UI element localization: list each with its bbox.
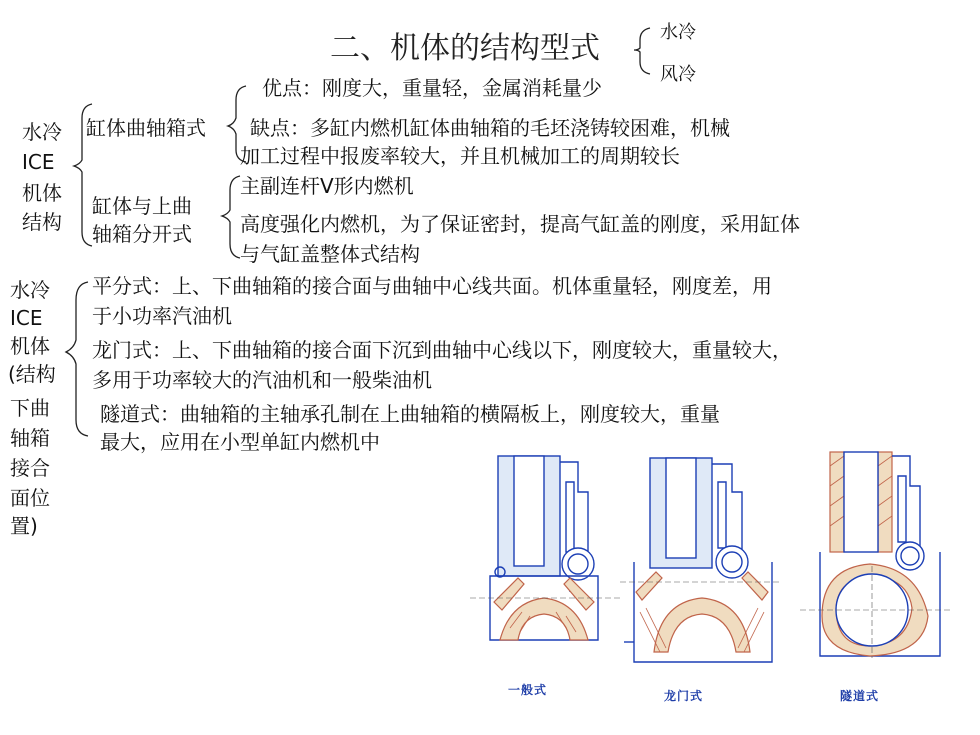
type2-item2-l2: 与气缸盖整体式结构 bbox=[240, 242, 420, 266]
flat-type-l2: 于小功率汽油机 bbox=[92, 304, 232, 328]
section1-label-l3: 机体 bbox=[22, 181, 62, 205]
section1-label-l4: 结构 bbox=[22, 210, 62, 234]
type1-name: 缸体曲轴箱式 bbox=[86, 116, 206, 140]
flat-type-l1: 平分式：上、下曲轴箱的接合面与曲轴中心线共面。机体重量轻，刚度差，用 bbox=[92, 274, 772, 298]
section2-label-l4: (结构 bbox=[8, 362, 56, 386]
crankcase-tunnel-figure bbox=[800, 446, 950, 666]
section2-label-l9: 置) bbox=[10, 514, 38, 538]
section1-label-l2: ICE bbox=[22, 150, 55, 174]
tunnel-type-l2: 最大，应用在小型单缸内燃机中 bbox=[100, 430, 380, 454]
section2-label-l1: 水冷 bbox=[10, 278, 50, 302]
page-title: 二、机体的结构型式 bbox=[330, 31, 600, 66]
caption-general: 一般式 bbox=[508, 683, 548, 697]
type2-item2-l1: 高度强化内燃机，为了保证密封，提高气缸盖的刚度，采用缸体 bbox=[240, 212, 800, 236]
type1-advantage: 优点：刚度大，重量轻，金属消耗量少 bbox=[262, 76, 602, 100]
title-branch-water: 水冷 bbox=[660, 22, 696, 43]
section2-label-l8: 面位 bbox=[10, 486, 50, 510]
type1-disadvantage-l2: 加工过程中报废率较大，并且机械加工的周期较长 bbox=[240, 144, 680, 168]
section1-label-l1: 水冷 bbox=[22, 120, 62, 144]
type2-name-l2: 轴箱分开式 bbox=[92, 222, 192, 246]
section2-label-l5: 下曲 bbox=[10, 396, 50, 420]
crankcase-gantry-figure bbox=[620, 452, 780, 672]
type2-name-l1: 缸体与上曲 bbox=[92, 194, 192, 218]
type2-item1: 主副连杆V形内燃机 bbox=[240, 174, 414, 198]
section2-label-l3: 机体 bbox=[10, 334, 50, 358]
tunnel-type-l1: 隧道式：曲轴箱的主轴承孔制在上曲轴箱的横隔板上，刚度较大，重量 bbox=[100, 402, 720, 426]
section2-label-l2: ICE bbox=[10, 306, 43, 330]
type1-disadvantage-l1: 缺点：多缸内燃机缸体曲轴箱的毛坯浇铸较困难，机械 bbox=[250, 116, 730, 140]
title-branch-air: 风冷 bbox=[660, 64, 696, 85]
gantry-type-l1: 龙门式：上、下曲轴箱的接合面下沉到曲轴中心线以下，刚度较大，重量较大， bbox=[92, 338, 792, 362]
section2-label-l7: 接合 bbox=[10, 456, 50, 480]
section2-label-l6: 轴箱 bbox=[10, 426, 50, 450]
caption-gantry: 龙门式 bbox=[664, 689, 704, 703]
gantry-type-l2: 多用于功率较大的汽油机和一般柴油机 bbox=[92, 368, 432, 392]
crankcase-general-figure bbox=[470, 452, 620, 652]
caption-tunnel: 隧道式 bbox=[840, 689, 880, 703]
